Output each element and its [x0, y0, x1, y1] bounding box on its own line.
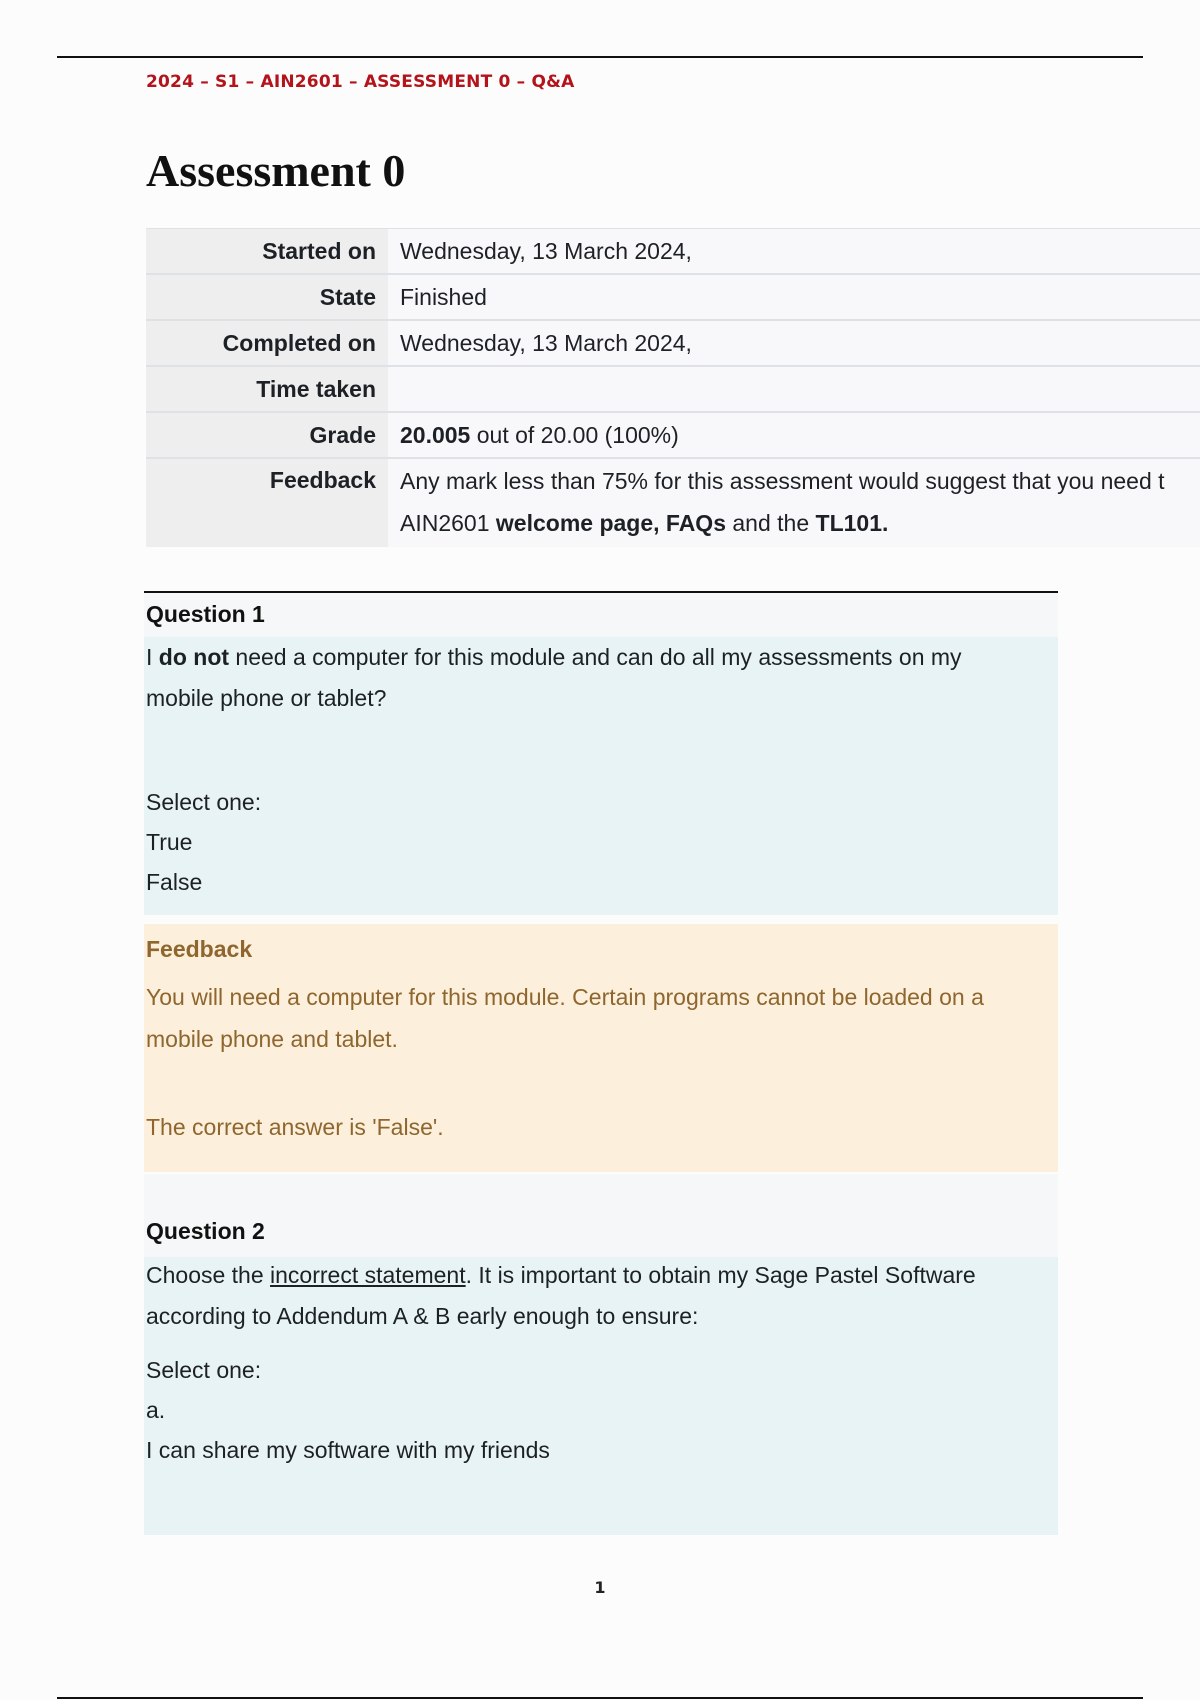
bottom-rule: [57, 1697, 1143, 1699]
feedback-text: and the: [726, 510, 816, 536]
summary-label: Completed on: [146, 321, 388, 365]
question-text-part: need a computer for this module and can do all my assessments on my mobile phone or tablet?: [146, 644, 962, 711]
tl101-text: TL101.: [815, 510, 889, 536]
question-2-heading: Question 2: [146, 1218, 265, 1244]
question-2-content: [144, 1257, 1058, 1535]
attempt-summary-table: [146, 228, 1200, 547]
select-one-label: Select one:: [146, 1357, 262, 1383]
summary-value: [388, 413, 1200, 457]
overall-feedback-line-2: [400, 502, 1200, 544]
summary-label: Started on: [146, 229, 388, 273]
summary-value: Finished: [388, 275, 1200, 319]
summary-label: State: [146, 275, 388, 319]
page-title: Assessment 0: [146, 145, 406, 196]
summary-value: [388, 459, 1200, 547]
answer-option-false[interactable]: False: [146, 869, 203, 895]
summary-label: Time taken: [146, 367, 388, 411]
summary-label: Grade: [146, 413, 388, 457]
grade-out-of: out of 20.00 (100%): [470, 422, 679, 448]
question-text-underlined: incorrect statement: [270, 1262, 466, 1288]
summary-value: [388, 367, 1200, 411]
question-1-feedback: [144, 924, 1058, 1172]
summary-label: Feedback: [146, 459, 388, 547]
summary-row-time-taken: [146, 367, 1200, 413]
answer-option-true[interactable]: True: [146, 829, 193, 855]
document-header: 2024 – S1 – AIN2601 – ASSESSMENT 0 – Q&A: [146, 72, 575, 92]
feedback-text: AIN2601: [400, 510, 496, 536]
question-1-content: [144, 637, 1058, 915]
summary-value: Wednesday, 13 March 2024,: [388, 229, 1200, 273]
summary-value: Wednesday, 13 March 2024,: [388, 321, 1200, 365]
question-2-text: [146, 1255, 1026, 1337]
top-rule: [57, 56, 1143, 58]
select-one-label: Select one:: [146, 789, 262, 815]
grade-score: 20.005: [400, 422, 471, 448]
welcome-page-faqs-text: welcome page, FAQs: [495, 510, 726, 536]
question-1-info: [144, 591, 1058, 637]
question-text-part: I: [146, 644, 159, 670]
summary-row-state: [146, 275, 1200, 321]
question-2-info: [144, 1174, 1058, 1257]
question-text-part: Choose the: [146, 1262, 271, 1288]
answer-option-a-label[interactable]: a.: [146, 1397, 166, 1423]
summary-row-feedback: [146, 459, 1200, 547]
overall-feedback-line-1: Any mark less than 75% for this assessment would suggest that you need t: [400, 468, 1165, 494]
feedback-title: Feedback: [146, 936, 253, 962]
question-text-emphasis: do not: [158, 644, 230, 670]
question-1-heading: Question 1: [146, 601, 265, 627]
correct-answer-text: The correct answer is 'False'.: [146, 1114, 444, 1140]
feedback-text: You will need a computer for this module. Certain programs cannot be loaded on a mobile phone and tablet.: [146, 984, 984, 1052]
question-1-text: [146, 637, 1026, 719]
summary-row-grade: [146, 413, 1200, 459]
question-text-part: . It is important to obtain my Sage Pastel Software according to Addendum A & B early enough to ensure:: [146, 1262, 976, 1329]
page-number: 1: [594, 1578, 606, 1597]
summary-row-started-on: [146, 229, 1200, 275]
answer-option-a-text[interactable]: I can share my software with my friends: [146, 1437, 550, 1463]
summary-row-completed-on: [146, 321, 1200, 367]
